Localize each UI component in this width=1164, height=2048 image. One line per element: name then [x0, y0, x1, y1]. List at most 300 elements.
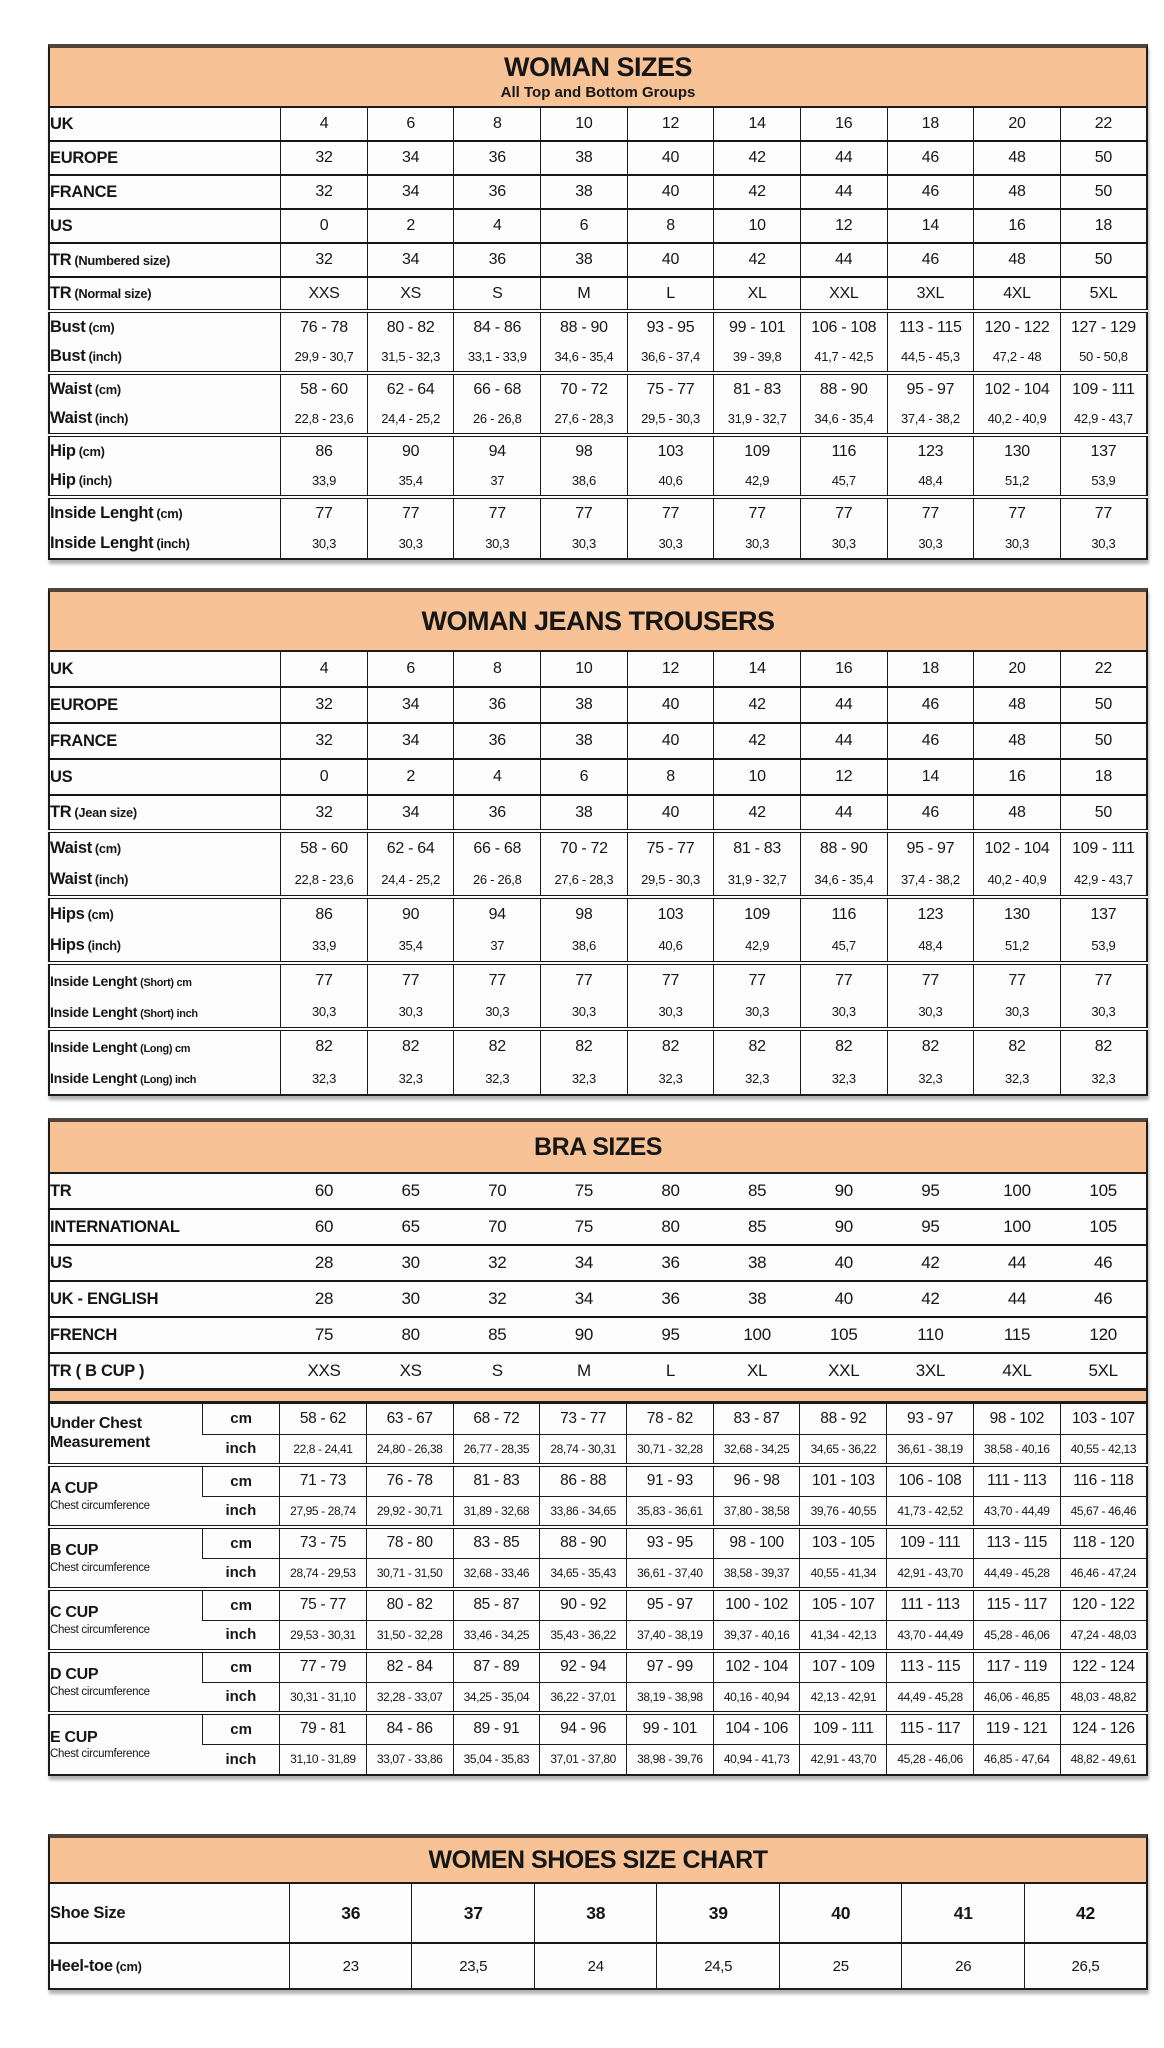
size-value: 32,3	[454, 1062, 541, 1095]
size-value: 77	[541, 497, 628, 528]
size-value: 26,5	[1024, 1943, 1147, 1989]
size-value: 99 - 101	[627, 1713, 714, 1744]
size-value: 93 - 95	[627, 311, 714, 342]
row-sublabel-text: Chest circumference	[50, 1748, 150, 1761]
size-value: XL	[714, 1353, 801, 1389]
table-row	[49, 1883, 1147, 1943]
size-value: 34,6 - 35,4	[800, 404, 887, 435]
size-value: 16	[800, 651, 887, 687]
size-value: 32,68 - 33,46	[453, 1558, 540, 1589]
size-value: 43,70 - 44,49	[973, 1496, 1060, 1527]
table-row	[49, 831, 1147, 864]
size-value: 45,7	[800, 466, 887, 497]
size-value: 30,31 - 31,10	[280, 1682, 367, 1713]
size-value: 94	[454, 435, 541, 466]
size-value: 34	[541, 1281, 628, 1317]
unit-cell: cm	[203, 1651, 280, 1682]
size-value: 105	[1089, 1181, 1117, 1200]
size-value: 105	[1060, 1209, 1147, 1245]
size-value: M	[541, 1353, 628, 1389]
size-value: 29,92 - 30,71	[366, 1496, 453, 1527]
size-value: 32,3	[541, 1062, 628, 1095]
size-value: 80	[367, 1317, 454, 1353]
size-grid	[48, 1172, 1148, 1390]
size-value: 40	[627, 243, 714, 277]
size-value: 127 - 129	[1060, 311, 1147, 342]
size-value: 30,3	[887, 528, 974, 559]
size-value: 38,6	[541, 466, 628, 497]
row-label-text: D CUP	[50, 1666, 99, 1684]
size-value: 29,5 - 30,3	[627, 864, 714, 897]
table-row	[49, 963, 1147, 996]
row-label	[49, 404, 281, 435]
size-value: 6	[541, 209, 628, 243]
table-row	[49, 1173, 1147, 1209]
size-value: 77	[714, 963, 801, 996]
size-value: 101 - 103	[800, 1465, 887, 1496]
size-value: 38	[534, 1883, 657, 1943]
size-value: 70	[488, 1181, 507, 1200]
size-value: 32,3	[800, 1062, 887, 1095]
unit-cell: inch	[203, 1434, 280, 1465]
row-label-text: Hip	[50, 442, 76, 460]
size-value: 30	[367, 1281, 454, 1317]
size-value: 34,65 - 36,22	[800, 1434, 887, 1465]
size-value: 37	[454, 930, 541, 963]
size-value: 83 - 87	[713, 1403, 800, 1434]
table-row	[49, 1620, 1147, 1651]
size-value: 44	[800, 243, 887, 277]
table-row	[49, 1403, 1147, 1434]
size-value: XXL	[800, 1353, 887, 1389]
size-value: 28,74 - 30,31	[540, 1434, 627, 1465]
row-label	[49, 435, 281, 466]
size-value: 77	[800, 963, 887, 996]
table-row	[49, 528, 1147, 559]
size-value: 62 - 64	[367, 373, 454, 404]
size-value: 28	[281, 1245, 368, 1281]
size-value: 38,19 - 38,98	[627, 1682, 714, 1713]
size-value: 42,9	[714, 930, 801, 963]
size-value: 88 - 90	[541, 311, 628, 342]
size-value: 42	[714, 141, 801, 175]
size-value: 6	[367, 107, 454, 141]
size-value: 46	[887, 723, 974, 759]
row-label-text: E CUP	[50, 1728, 98, 1746]
size-value: 90	[800, 1209, 887, 1245]
row-label: EUROPE	[49, 687, 281, 723]
size-value: 43,70 - 44,49	[887, 1620, 974, 1651]
size-value: 82	[627, 1029, 714, 1062]
size-value: 33,46 - 34,25	[453, 1620, 540, 1651]
table-row	[49, 1353, 1147, 1389]
size-value: 77	[887, 963, 974, 996]
size-value: 46	[887, 243, 974, 277]
tables-root	[48, 44, 1148, 1990]
size-value: 77	[627, 497, 714, 528]
table-row	[49, 1651, 1147, 1682]
row-label-note: (Short) cm	[140, 976, 192, 989]
size-value: 30,3	[974, 996, 1061, 1029]
table-row	[49, 864, 1147, 897]
size-value: 44	[800, 687, 887, 723]
table-row	[49, 1527, 1147, 1558]
row-label	[49, 1029, 281, 1062]
unit-cell: inch	[203, 1682, 280, 1713]
size-value: 86	[281, 435, 368, 466]
size-value: 110	[887, 1317, 974, 1353]
size-value: 96 - 98	[713, 1465, 800, 1496]
size-value: 48,4	[887, 466, 974, 497]
size-value: 103	[627, 435, 714, 466]
row-label-note: (Long) cm	[140, 1042, 191, 1055]
size-value: 120 - 122	[1060, 1589, 1147, 1620]
size-value: 30,3	[541, 996, 628, 1029]
size-value: 30,71 - 32,28	[627, 1434, 714, 1465]
size-value: 36	[454, 795, 541, 831]
size-value: 123	[887, 897, 974, 930]
size-value: 77	[800, 497, 887, 528]
size-value: 41,34 - 42,13	[800, 1620, 887, 1651]
size-value: 87 - 89	[453, 1651, 540, 1682]
row-label	[49, 795, 281, 831]
row-label-text: Waist	[50, 409, 92, 427]
size-value: 40	[627, 723, 714, 759]
table-row	[49, 1713, 1147, 1744]
size-value: 30,3	[541, 528, 628, 559]
size-value: 113 - 115	[887, 1651, 974, 1682]
row-label: INTERNATIONAL	[49, 1209, 281, 1245]
size-value: 68 - 72	[453, 1403, 540, 1434]
size-value: 35,04 - 35,83	[453, 1744, 540, 1775]
size-value: 30,3	[367, 528, 454, 559]
size-value: 44	[974, 1245, 1061, 1281]
row-label-text: Waist	[50, 380, 92, 398]
size-value: 107 - 109	[800, 1651, 887, 1682]
size-value: 82	[281, 1029, 368, 1062]
size-value: 40	[627, 141, 714, 175]
size-value: 32,3	[887, 1062, 974, 1095]
size-value: XXS	[281, 1353, 368, 1389]
size-value: 120 - 122	[974, 311, 1061, 342]
size-value: 116 - 118	[1060, 1465, 1147, 1496]
size-value: S	[454, 277, 541, 311]
row-label-note: (inch)	[87, 938, 121, 953]
size-value: 24,4 - 25,2	[367, 404, 454, 435]
size-value: 70	[454, 1209, 541, 1245]
table-row	[49, 1317, 1147, 1353]
size-value: 37,4 - 38,2	[887, 864, 974, 897]
row-label	[49, 1589, 203, 1651]
size-value: 34	[541, 1245, 628, 1281]
size-value: 36,6 - 37,4	[627, 342, 714, 373]
size-value: 47,24 - 48,03	[1060, 1620, 1147, 1651]
size-value: 86 - 88	[540, 1465, 627, 1496]
size-value: 81 - 83	[714, 831, 801, 864]
size-value: 77	[367, 963, 454, 996]
table-row	[49, 311, 1147, 342]
size-value: 38	[541, 243, 628, 277]
size-value: 88 - 90	[800, 373, 887, 404]
row-label	[49, 831, 281, 864]
table-row	[49, 141, 1147, 175]
size-value: 40	[627, 175, 714, 209]
row-label: FRANCE	[49, 175, 281, 209]
row-label	[49, 963, 281, 996]
size-value: 77	[974, 963, 1061, 996]
size-value: 63 - 67	[366, 1403, 453, 1434]
size-value: 33,07 - 33,86	[366, 1744, 453, 1775]
size-value: 90	[834, 1181, 853, 1200]
size-value: 98 - 100	[713, 1527, 800, 1558]
size-value: 27,6 - 28,3	[541, 404, 628, 435]
size-value: 30,3	[1060, 996, 1147, 1029]
row-sublabel-text: Chest circumference	[50, 1561, 150, 1574]
size-value: 46	[1060, 1245, 1147, 1281]
size-value: 2	[367, 759, 454, 795]
size-value: 105 - 107	[800, 1589, 887, 1620]
row-label-text: C CUP	[50, 1604, 99, 1622]
size-value: 78 - 82	[627, 1403, 714, 1434]
size-value: 44	[800, 795, 887, 831]
size-value: 30,3	[454, 528, 541, 559]
size-value: 48,03 - 48,82	[1060, 1682, 1147, 1713]
table-bra	[48, 1118, 1148, 1776]
row-label-text: TR	[50, 803, 72, 821]
row-sublabel-text: Chest circumference	[50, 1623, 150, 1636]
row-label-text: Inside Lenght	[50, 533, 154, 552]
table-row	[49, 1682, 1147, 1713]
size-value: 82	[454, 1029, 541, 1062]
table-header	[48, 588, 1148, 650]
size-value: 34	[367, 723, 454, 759]
size-value: 35,4	[367, 930, 454, 963]
size-value: 30,3	[281, 528, 368, 559]
size-value: 119 - 121	[973, 1713, 1060, 1744]
table-title: WOMAN SIZES	[504, 52, 692, 83]
size-value: 32	[454, 1245, 541, 1281]
row-label-note: (Short) inch	[140, 1007, 198, 1020]
size-value: 51,2	[974, 466, 1061, 497]
size-value: L	[627, 277, 714, 311]
row-label-text: Hips	[50, 936, 85, 954]
size-value: L	[627, 1353, 714, 1389]
size-value: 106 - 108	[887, 1465, 974, 1496]
size-value: S	[454, 1353, 541, 1389]
size-value: 36	[454, 141, 541, 175]
size-value: 3XL	[887, 1353, 974, 1389]
row-label-note: (cm)	[94, 841, 121, 856]
table-row	[49, 1744, 1147, 1775]
size-value: 48	[974, 795, 1061, 831]
size-value: 39 - 39,8	[714, 342, 801, 373]
size-value: 14	[887, 759, 974, 795]
size-value: 80	[661, 1181, 680, 1200]
size-value: 100	[714, 1317, 801, 1353]
table-row	[49, 435, 1147, 466]
size-value: 42	[714, 243, 801, 277]
size-value: 48	[974, 687, 1061, 723]
size-value: 85 - 87	[453, 1589, 540, 1620]
table-row	[49, 795, 1147, 831]
size-value: 102 - 104	[713, 1651, 800, 1682]
table-title: BRA SIZES	[534, 1132, 662, 1161]
row-label: US	[49, 759, 281, 795]
size-value: 86	[281, 897, 368, 930]
size-value: 32,3	[1060, 1062, 1147, 1095]
size-value: 0	[281, 209, 368, 243]
size-value: 42,91 - 43,70	[887, 1558, 974, 1589]
size-value: 91 - 93	[627, 1465, 714, 1496]
size-value: 30,3	[800, 996, 887, 1029]
row-label	[49, 528, 281, 559]
size-value: 88 - 90	[800, 831, 887, 864]
size-value: 44,5 - 45,3	[887, 342, 974, 373]
size-value: 39,37 - 40,16	[713, 1620, 800, 1651]
size-value: 95	[921, 1181, 940, 1200]
size-value: 6	[367, 651, 454, 687]
size-value: 62 - 64	[367, 831, 454, 864]
size-value: 115 - 117	[973, 1589, 1060, 1620]
unit-cell: cm	[203, 1527, 280, 1558]
size-value: 0	[281, 759, 368, 795]
size-value: 22	[1060, 107, 1147, 141]
size-value: 94	[454, 897, 541, 930]
size-value: 34	[367, 175, 454, 209]
size-value: 46,85 - 47,64	[973, 1744, 1060, 1775]
table-header	[48, 1118, 1148, 1172]
size-value: 8	[454, 107, 541, 141]
size-value: 26 - 26,8	[454, 864, 541, 897]
size-value: 31,50 - 32,28	[366, 1620, 453, 1651]
size-value: 84 - 86	[454, 311, 541, 342]
size-value: 4	[454, 759, 541, 795]
size-value: 113 - 115	[973, 1527, 1060, 1558]
size-value: 33,9	[281, 930, 368, 963]
size-value: 41,73 - 42,52	[887, 1496, 974, 1527]
row-label-text: Hip	[50, 471, 76, 489]
table-row	[49, 342, 1147, 373]
row-label	[49, 930, 281, 963]
size-value: 34,25 - 35,04	[453, 1682, 540, 1713]
size-value: 26 - 26,8	[454, 404, 541, 435]
size-grid	[48, 1882, 1148, 1990]
size-value: 33,1 - 33,9	[454, 342, 541, 373]
size-value: 33,9	[281, 466, 368, 497]
size-value: 116	[800, 897, 887, 930]
size-value: 95 - 97	[887, 831, 974, 864]
size-value: 42,9	[714, 466, 801, 497]
size-value: 103	[627, 897, 714, 930]
size-value: 105	[800, 1317, 887, 1353]
row-label: TR	[50, 1181, 72, 1200]
table-row	[49, 1281, 1147, 1317]
size-value: 109	[714, 435, 801, 466]
size-value: 60	[281, 1209, 368, 1245]
size-value: 81 - 83	[714, 373, 801, 404]
size-value: 2	[367, 209, 454, 243]
row-label	[49, 996, 281, 1029]
size-value: 40	[627, 687, 714, 723]
size-value: 34,65 - 35,43	[540, 1558, 627, 1589]
size-value: 26	[902, 1943, 1025, 1989]
size-value: 39	[657, 1883, 780, 1943]
size-value: 42,9 - 43,7	[1060, 404, 1147, 435]
size-value: 100	[1003, 1181, 1031, 1200]
size-value: 34	[367, 687, 454, 723]
size-value: 34,6 - 35,4	[541, 342, 628, 373]
row-label: UK	[50, 659, 74, 678]
table-row	[49, 723, 1147, 759]
size-value: 77	[541, 963, 628, 996]
row-sublabel-text: Chest circumference	[50, 1685, 150, 1698]
size-value: 18	[887, 107, 974, 141]
size-value: XXL	[800, 277, 887, 311]
size-value: 77	[974, 497, 1061, 528]
size-value: 48	[974, 243, 1061, 277]
row-label	[49, 1403, 203, 1465]
table-row	[49, 996, 1147, 1029]
size-value: 92 - 94	[540, 1651, 627, 1682]
row-label	[49, 466, 281, 497]
size-value: 32	[281, 175, 368, 209]
size-value: 120	[1060, 1317, 1147, 1353]
size-value: 70 - 72	[541, 831, 628, 864]
size-value: 31,5 - 32,3	[367, 342, 454, 373]
size-value: 37,01 - 37,80	[540, 1744, 627, 1775]
size-value: 123	[887, 435, 974, 466]
size-value: 32	[281, 687, 368, 723]
size-value: 75	[541, 1209, 628, 1245]
size-value: 16	[800, 107, 887, 141]
size-value: 29,53 - 30,31	[280, 1620, 367, 1651]
row-label-note: (inch)	[88, 349, 122, 364]
size-value: 111 - 113	[887, 1589, 974, 1620]
size-value: 38	[541, 795, 628, 831]
size-value: 22,8 - 23,6	[281, 864, 368, 897]
size-value: 38	[714, 1281, 801, 1317]
size-value: 109	[714, 897, 801, 930]
size-value: 53,9	[1060, 930, 1147, 963]
row-label: EUROPE	[49, 141, 281, 175]
row-label	[49, 373, 281, 404]
row-label-note: (inch)	[78, 473, 112, 488]
table-row	[49, 243, 1147, 277]
size-value: 10	[714, 759, 801, 795]
row-label-note: (Long) inch	[140, 1074, 197, 1086]
table-header	[48, 1834, 1148, 1882]
row-label-text: Hips	[50, 905, 85, 923]
size-value: 77 - 79	[280, 1651, 367, 1682]
size-value: 109 - 111	[1060, 831, 1147, 864]
size-value: 82	[1060, 1029, 1147, 1062]
unit-cell: cm	[203, 1713, 280, 1744]
size-value: 18	[1060, 209, 1147, 243]
size-value: 18	[887, 651, 974, 687]
size-value: 106 - 108	[800, 311, 887, 342]
size-value: 40,6	[627, 466, 714, 497]
size-value: 36,61 - 37,40	[627, 1558, 714, 1589]
size-value: 5XL	[1060, 277, 1147, 311]
size-value: 95	[627, 1317, 714, 1353]
row-label-text: A CUP	[50, 1480, 98, 1498]
table-row	[49, 759, 1147, 795]
size-value: 27,95 - 28,74	[280, 1496, 367, 1527]
table-row	[49, 1496, 1147, 1527]
size-value: 44	[974, 1281, 1061, 1317]
size-value: 48	[974, 723, 1061, 759]
size-value: 48,4	[887, 930, 974, 963]
